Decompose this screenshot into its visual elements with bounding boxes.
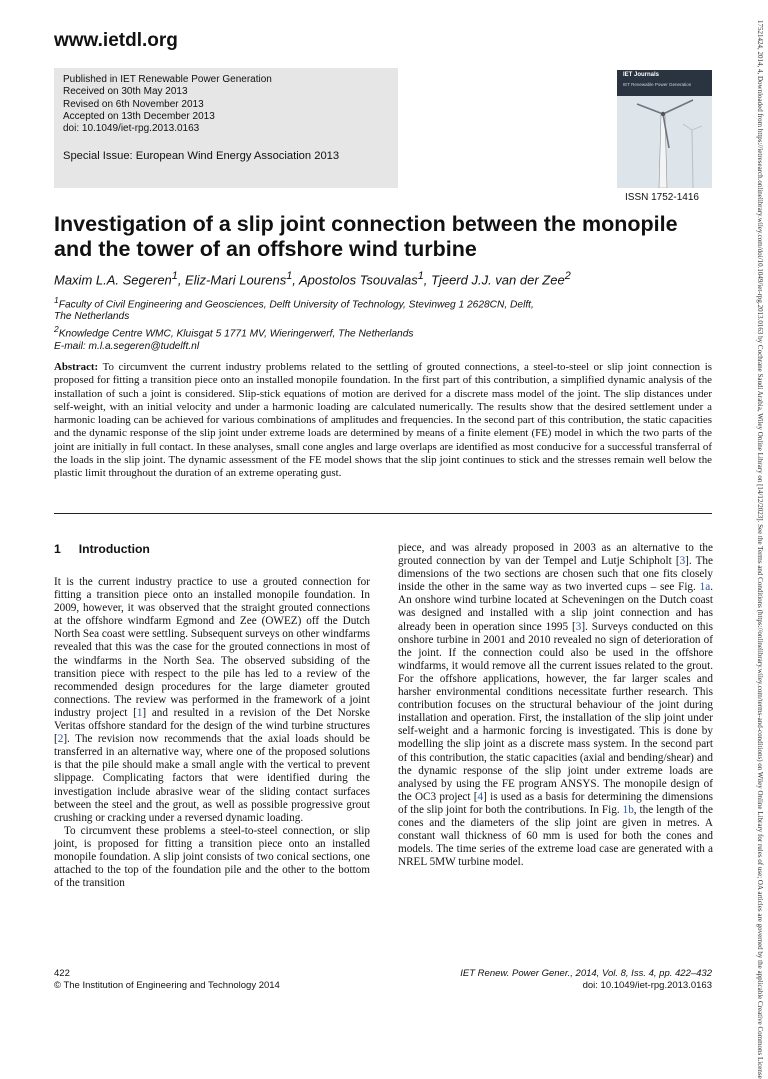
doi-line: doi: 10.1049/iet-rpg.2013.0163 <box>63 123 200 135</box>
author-list: Maxim L.A. Segeren$^1$, Eliz-Mari Lourens$^1$, Apostolos Tsouvalas$^1$, Tjeerd J.J. van der Zee$^2$ <box>54 270 571 288</box>
text-run: ] is used as a basis for determining the dimensions of the slip joint for both the contributions. In Fig. <box>398 790 714 816</box>
author-name: Apostolos Tsouvalas <box>298 272 418 288</box>
footer-right <box>460 968 712 992</box>
accepted-date: Accepted on 13th December 2013 <box>63 110 215 122</box>
journal-cover-image <box>617 70 712 188</box>
footer-doi: doi: 10.1049/iet-rpg.2013.0163 <box>582 980 712 991</box>
section-number: 1 <box>54 542 61 556</box>
affiliation-2 <box>54 323 534 340</box>
citation-link[interactable]: 1 <box>136 706 143 719</box>
author-name: Maxim L.A. Segeren <box>54 272 172 288</box>
revised-date: Revised on 6th November 2013 <box>63 98 204 110</box>
affiliation-mark: 2 <box>54 324 59 335</box>
publication-dates <box>63 74 272 135</box>
affiliation-mark: 1 <box>54 295 59 305</box>
figure-link[interactable]: 1b <box>622 803 634 816</box>
copyright: © The Institution of Engineering and Technology 2014 <box>54 980 280 991</box>
author-affiliation-mark: 1 <box>286 270 293 282</box>
download-sidebar <box>752 20 764 1079</box>
paragraph: To circumvent these problems a steel-to-steel connection, or slip joint, is proposed for fitting a transition piece onto an installed monopile foundation. A slip joint consists of two conical sections, one attached to the top of the foundation pile and the other to the bottom of the transition <box>54 824 370 890</box>
text-run: ]. The revision now recommends that the axial loads should be transferred in an alternative way, where one of the proposed solutions is that the pile should make a small angle with the vertical to prevent slippage. Complicating factors that were identified during the investigation include abrasive wear of the sliding contact surfaces between the steel and the grout, as well as possible progressive grout crushing or cracking under a reversed dynamic loading. <box>54 733 370 824</box>
author-affiliation-mark: 2 <box>564 270 571 282</box>
publication-info-box <box>54 68 398 188</box>
text-run: ]. The dimensions of the two sections are chosen such that one fits closely inside the other in the same way as two inverted cups – see Fig. <box>398 555 713 594</box>
abstract-label: Abstract: <box>54 361 99 373</box>
figure-link[interactable]: 1a <box>699 581 711 594</box>
citation-link[interactable]: 4 <box>477 790 484 803</box>
site-url[interactable]: www.ietdl.org <box>54 30 178 51</box>
affiliations <box>54 294 534 353</box>
abstract <box>54 361 712 481</box>
citation-link[interactable]: 2 <box>57 733 64 746</box>
text-run: It is the current industry practice to use a grouted connection for fitting a transition piece onto an installed monopile foundation. In 2009, however, it was observed that the straight grouted connections at the offshore windfarm Egmond and Zee (OWEZ) off the Dutch North Sea coast were settling. Subsequent surveys on other windfarms revealed that this was the case for the grouted connections in most of the windfarms in the North Sea. The observed subsiding of the transition piece with respect to the pile has led to a review of the recommended design procedures for the large diameter grouted connections. The review was performed in the framework of a joint industry project [ <box>54 576 370 719</box>
author-affiliation-mark: 1 <box>171 270 178 282</box>
left-column <box>54 576 370 890</box>
author-affiliation-mark: 1 <box>417 270 424 282</box>
download-notice: 17521424, 2014, 4, Downloaded from https://ietresearch.onlinelibrary.wiley.com/doi/10.1049/iet-rpg.2013.0163 by Cochrane Saudi Arabia, Wiley Online Library on [14/12/2023]. See the Terms and Conditions (https://onlinelibrary.wiley.com/terms-and-conditions) on Wiley Online Library for rules of use; OA articles are governed by the applicable Creative Commons License <box>756 20 764 1079</box>
cover-journal-logo: IET Journals <box>623 72 660 78</box>
footer-left <box>54 968 280 992</box>
wind-turbine-icon <box>617 70 712 188</box>
received-date: Received on 30th May 2013 <box>63 86 188 98</box>
affiliation-1 <box>54 294 534 311</box>
affiliation-1-cont: The Netherlands <box>54 311 130 323</box>
author-name: Eliz-Mari Lourens <box>185 272 287 288</box>
paragraph <box>54 576 370 825</box>
author-name: Tjeerd J.J. van der Zee <box>431 272 565 288</box>
paragraph <box>398 542 713 869</box>
divider <box>54 513 712 514</box>
text-run: ]. Surveys conducted on this onshore turbine in 2001 and 2010 revealed no sign of deterioration of the joint. If the connection could also be used in the offshore windfarms, it would remove all the current issues related to the grout. For the offshore applications, however, the far larger scales and harsher environmental conditions necessitate further research. This contribution focuses on the structural behaviour of the joint during installation and operation. First, the installation of the slip joint under self-weight and a harmonic forcing is investigated. This is done by modelling the slip joint as a discrete mass system. In the second part of this contribution, the static capacities (axial and bending/shear) and the dynamic response of the slip joint under extreme loads are analysed by using the FE program ANSYS. The monopile design of the OC3 project [ <box>398 620 713 803</box>
text-run: , the length of the cones and the diameters of the slip joint are given in metres. A constant wall thickness of 60 mm is used for both the cones and models. The time series of the extreme load case are generated with a NREL 5MW turbine model. <box>398 803 713 869</box>
affiliation-text: Knowledge Centre WMC, Kluisgat 5 1771 MV, Wieringerwerf, The Netherlands <box>58 328 414 340</box>
email[interactable]: E-mail: m.l.a.segeren@tudelft.nl <box>54 340 200 352</box>
cover-journal-title: IET Renewable Power Generation <box>623 82 692 87</box>
text-run: ] and resulted in a revision of the Det Norske Veritas offshore standard for the design of the wind turbine structures [ <box>54 706 370 746</box>
affiliation-text: Faculty of Civil Engineering and Geosciences, Delft University of Technology, Stevinweg 1 2628CN, Delft, <box>58 299 534 311</box>
text-run: . An onshore wind turbine located at Scheveningen on the Dutch coast was designed and installed with a slip joint connection and has already been in operation since 1995 [ <box>398 581 713 633</box>
page-number: 422 <box>54 968 70 979</box>
section-heading <box>54 542 150 556</box>
abstract-text: To circumvent the current industry problems related to the settling of grouted connections, a steel-to-steel or slip joint connection is proposed for fitting a transition piece onto an installed monopile foundation. In the first part of this contribution, a simplified dynamic analysis of the installation of such a joint is considered. Slip-stick equations of motion are derived for a discrete mass model of the joint. The slip distances under self-weight, with an initial velocity and under a harmonic loading are calculated numerically. The results show that the desired settlement under a harmonic loading can be achieved for various combinations of amplitudes and frequencies. In the second part of this contribution, the static capacities and the dynamic response of the slip joint under extreme loads are determined by means of a finite element (FE) model in which the two parts of the joint are initially in full contact. In these analyses, small cone angles and large overlaps are identified as most conducive for a successful transferral of the loads in the slip joint. The dynamic assessment of the FE model shows that the slip joint continues to stick and the stresses remain well below the plastic limit throughout the duration of an extreme operating gust. <box>54 361 713 480</box>
issn: ISSN 1752-1416 <box>625 192 699 203</box>
journal-citation: IET Renew. Power Gener., 2014, Vol. 8, Iss. 4, pp. 422–432 <box>460 968 712 979</box>
section-title: Introduction <box>78 542 150 556</box>
text-run: piece, and was already proposed in 2003 as an alternative to the grouted connection by van der Tempel and Lutje Schipholt [ <box>398 542 713 568</box>
article-title: Investigation of a slip joint connection between the monopile and the tower of an offshore wind turbine <box>54 212 678 261</box>
special-issue: Special Issue: European Wind Energy Association 2013 <box>63 150 340 162</box>
citation-link[interactable]: 3 <box>575 620 582 633</box>
right-column <box>398 542 713 869</box>
citation-link[interactable]: 3 <box>679 555 686 568</box>
published-in: Published in IET Renewable Power Generation <box>63 74 272 85</box>
